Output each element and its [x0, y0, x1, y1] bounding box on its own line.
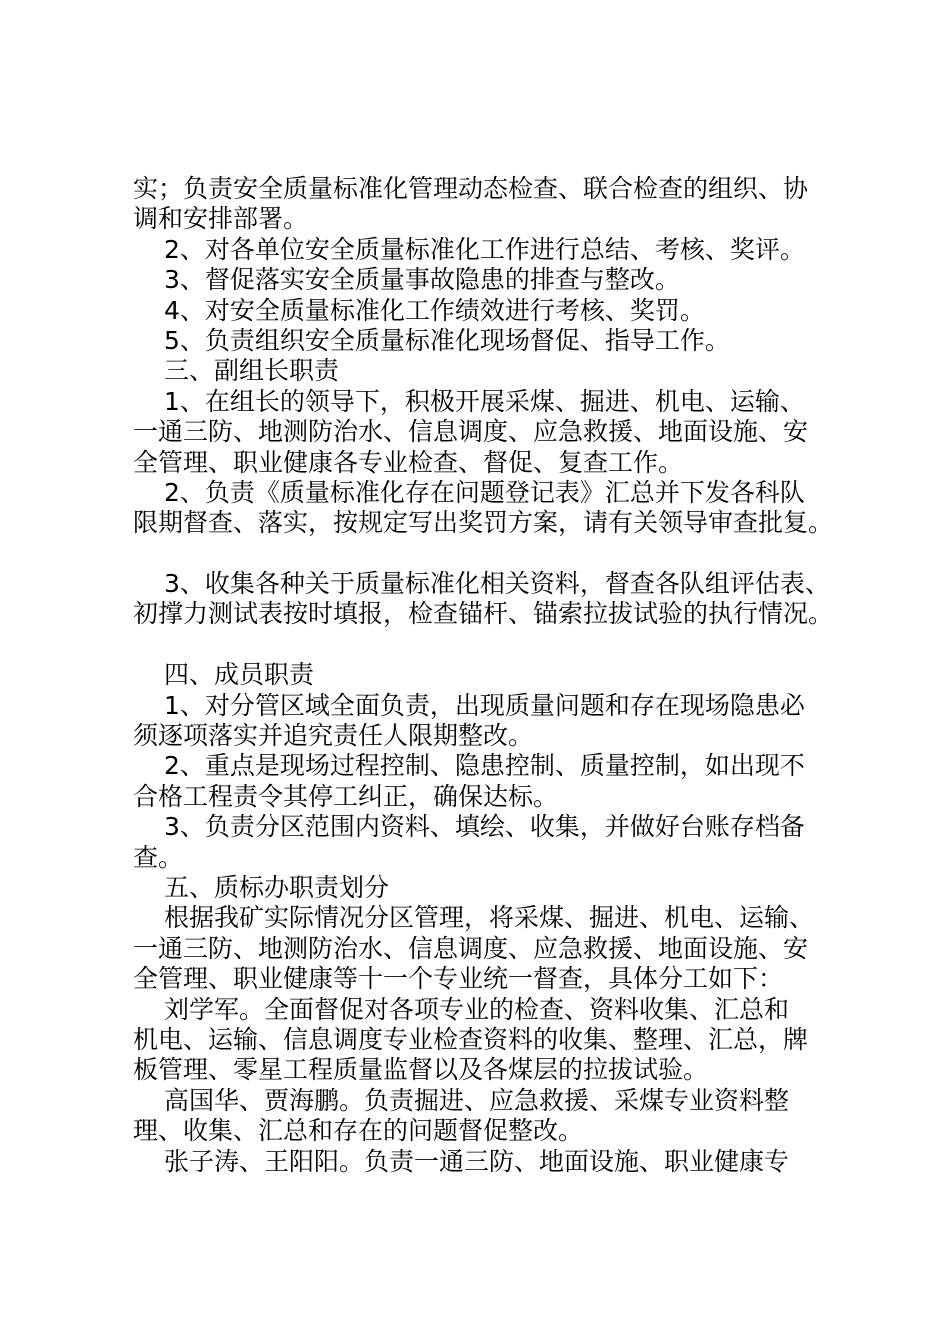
- blank-line: [133, 630, 833, 660]
- text-line: 限期督查、落实，按规定写出奖罚方案，请有关领导审查批复。: [133, 508, 834, 538]
- text-line: 一通三防、地测防治水、信息调度、应急救援、地面设施、安: [133, 417, 809, 447]
- text-line: 全管理、职业健康各专业检查、督促、复查工作。: [133, 447, 684, 477]
- list-item: 3、收集各种关于质量标准化相关资料，督查各队组评估表、: [164, 569, 830, 599]
- section-heading: 三、副组长职责: [164, 356, 340, 386]
- text-line: 一通三防、地测防治水、信息调度、应急救援、地面设施、安: [133, 933, 809, 963]
- text-line: 调和安排部署。: [133, 204, 309, 234]
- text-line: 初撑力测试表按时填报，检查锚杆、锚索拉拔试验的执行情况。: [133, 599, 834, 629]
- list-item: 1、对分管区域全面负责，出现质量问题和存在现场隐患必: [164, 690, 805, 720]
- section-heading: 五、质标办职责划分: [164, 872, 390, 902]
- text-line: 实；负责安全质量标准化管理动态检查、联合检查的组织、协: [133, 174, 809, 203]
- list-item: 4、对安全质量标准化工作绩效进行考核、奖罚。: [164, 295, 705, 325]
- list-item: 5、负责组织安全质量标准化现场督促、指导工作。: [164, 325, 730, 355]
- text-line: 理、收集、汇总和存在的问题督促整改。: [133, 1116, 584, 1146]
- list-item: 3、督促落实安全质量事故隐患的排查与整改。: [164, 265, 680, 295]
- text-line: 查。: [133, 842, 184, 872]
- list-item: 3、负责分区范围内资料、填绘、收集，并做好台账存档备: [164, 812, 805, 842]
- list-item: 2、对各单位安全质量标准化工作进行总结、考核、奖评。: [164, 234, 805, 264]
- text-line: 机电、运输、信息调度专业检查资料的收集、整理、汇总，牌: [133, 1024, 809, 1054]
- paragraph-start: 高国华、贾海鹏。负责掘进、应急救援、采煤专业资料整: [164, 1085, 790, 1115]
- section-heading: 四、成员职责: [164, 660, 315, 690]
- text-line: 板管理、零星工程质量监督以及各煤层的拉拔试验。: [133, 1055, 709, 1085]
- text-line: 全管理、职业健康等十一个专业统一督查，具体分工如下：: [133, 964, 784, 994]
- document-body: [133, 174, 833, 1177]
- list-item: 2、负责《质量标准化存在问题登记表》汇总并下发各科队: [164, 477, 805, 507]
- text-line: 须逐项落实并追究责任人限期整改。: [133, 721, 534, 751]
- paragraph-start: 刘学军。全面督促对各项专业的检查、资料收集、汇总和: [164, 994, 790, 1024]
- text-line: 合格工程责令其停工纠正，确保达标。: [133, 781, 559, 811]
- blank-line: [133, 539, 833, 569]
- list-item: 1、在组长的领导下，积极开展采煤、掘进、机电、运输、: [164, 386, 805, 416]
- list-item: 2、重点是现场过程控制、隐患控制、质量控制，如出现不: [164, 751, 805, 781]
- paragraph-start: 张子涛、王阳阳。负责一通三防、地面设施、职业健康专: [164, 1146, 790, 1176]
- paragraph-start: 根据我矿实际情况分区管理，将采煤、掘进、机电、运输、: [164, 903, 815, 933]
